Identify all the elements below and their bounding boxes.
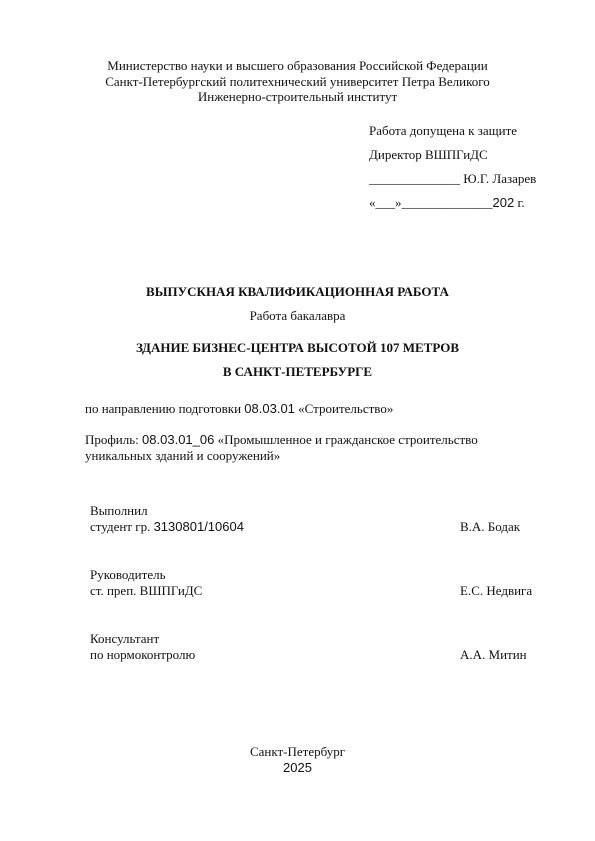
supervisor-position: ст. преп. ВШПГиДС bbox=[90, 583, 203, 598]
document-type: ВЫПУСКНАЯ КВАЛИФИКАЦИОННАЯ РАБОТА bbox=[146, 284, 449, 299]
date-day-blank: «___» bbox=[369, 195, 402, 210]
approval-director-title: Директор ВШПГиДС bbox=[369, 147, 488, 162]
author-position-prefix: студент гр. bbox=[90, 519, 154, 534]
supervisor-block bbox=[90, 567, 540, 599]
approval-date-line bbox=[369, 195, 525, 211]
date-suffix: г. bbox=[514, 195, 525, 210]
profile-code: 08.03.01_06 bbox=[142, 432, 215, 447]
director-name: Ю.Г. Лазарев bbox=[460, 171, 537, 186]
document-kind: Работа бакалавра bbox=[249, 308, 346, 323]
profile-prefix: Профиль: bbox=[85, 432, 143, 447]
author-group: 3130801/10604 bbox=[153, 519, 244, 534]
approval-admitted: Работа допущена к защите bbox=[369, 123, 518, 138]
footer-year: 2025 bbox=[283, 760, 312, 775]
study-profile bbox=[85, 432, 555, 463]
supervisor-name: Е.С. Недвига bbox=[460, 583, 533, 598]
signature-blank: ______________ bbox=[369, 171, 460, 186]
thesis-title-line-2: В САНКТ-ПЕТЕРБУРГЕ bbox=[222, 364, 373, 379]
consultant-block bbox=[90, 631, 540, 663]
consultant-role: Консультант bbox=[90, 631, 160, 646]
direction-prefix: по направлению подготовки bbox=[85, 401, 245, 416]
author-name: В.А. Бодак bbox=[460, 519, 521, 534]
approval-signature-line bbox=[369, 171, 536, 187]
city-year-footer bbox=[0, 744, 595, 776]
author-block bbox=[90, 503, 540, 535]
date-year: 202 bbox=[492, 195, 515, 210]
institute-name: Инженерно-строительный институт bbox=[197, 89, 398, 104]
consultant-name: А.А. Митин bbox=[460, 647, 527, 662]
institution-header bbox=[0, 58, 595, 105]
university-name: Санкт-Петербургский политехнический университет Петра Великого bbox=[105, 73, 490, 89]
ministry-name: Министерство науки и высшего образования Российской Федерации bbox=[107, 58, 488, 73]
thesis-title-line-1: ЗДАНИЕ БИЗНЕС-ЦЕНТРА ВЫСОТОЙ 107 МЕТРОВ bbox=[135, 340, 459, 355]
profile-name-line-1: «Промышленное и гражданское строительство bbox=[214, 432, 478, 447]
footer-city: Санкт-Петербург bbox=[249, 744, 346, 759]
profile-name-line-2: уникальных зданий и сооружений» bbox=[85, 447, 281, 463]
supervisor-role: Руководитель bbox=[90, 567, 166, 582]
date-month-blank: ______________ bbox=[401, 195, 493, 210]
direction-name: «Строительство» bbox=[294, 401, 394, 416]
study-direction bbox=[85, 401, 555, 417]
direction-code: 08.03.01 bbox=[244, 401, 295, 416]
author-role: Выполнил bbox=[90, 503, 148, 518]
consultant-position: по нормоконтролю bbox=[90, 647, 196, 662]
